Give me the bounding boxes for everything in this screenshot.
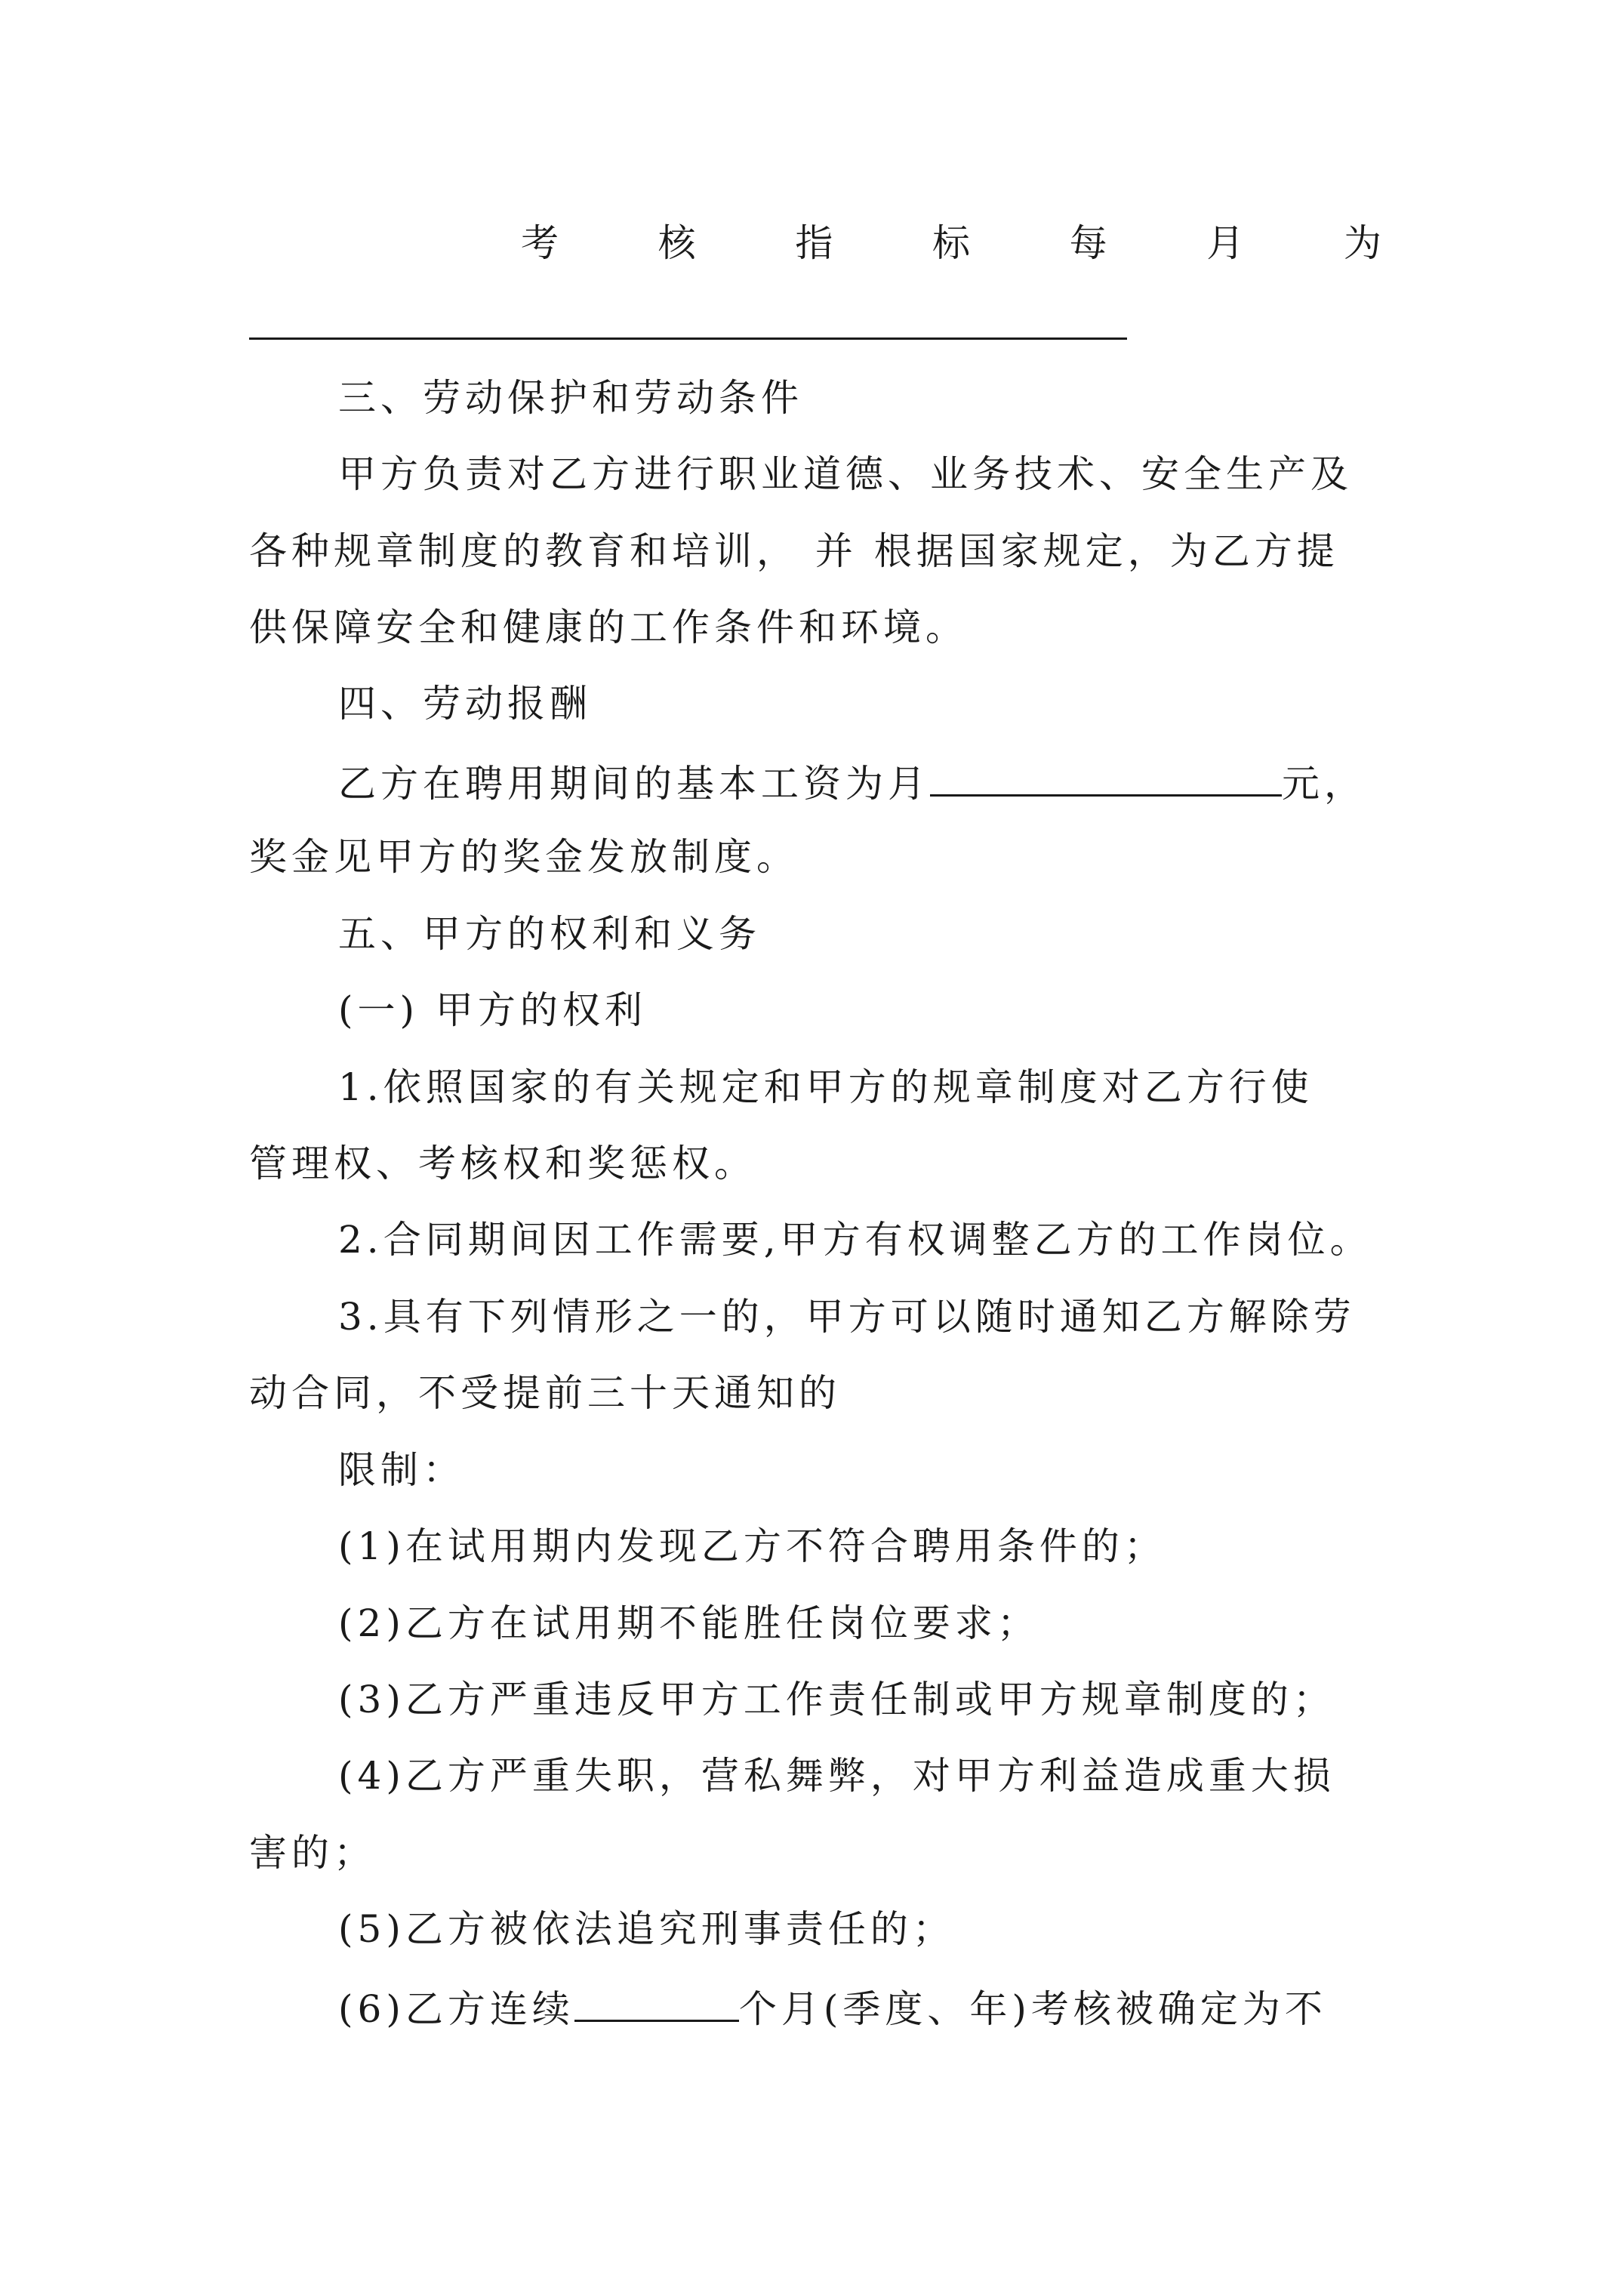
list-item-continued: 管理权、考核权和奖惩权。 [249, 1142, 756, 1185]
spread-char: 月 [1206, 221, 1245, 265]
list-item: 2.合同期间因工作需要,甲方有权调整乙方的工作岗位。 [338, 1218, 1372, 1262]
paragraph-line: 甲方负责对乙方进行职业道德、业务技术、安全生产及 [338, 452, 1353, 496]
months-blank [574, 1983, 739, 2022]
salary-unit: 元， [1282, 762, 1366, 806]
spread-char: 核 [658, 221, 696, 265]
paragraph-line: 供保障安全和健康的工作条件和环境。 [249, 606, 968, 649]
spread-char: 考 [521, 221, 559, 265]
salary-text: 乙方在聘用期间的基本工资为月 [338, 762, 930, 806]
list-item: 1.依照国家的有关规定和甲方的规章制度对乙方行使 [338, 1065, 1313, 1109]
sub-list-item-continued: 害的； [249, 1831, 376, 1875]
sub-list-item [338, 1983, 1327, 2032]
subsection-heading-party-a-rights: (一) 甲方的权利 [338, 988, 647, 1032]
spread-char: 指 [795, 221, 833, 265]
assessment-text: 个月(季度、年)考核被确定为不 [738, 1987, 1327, 2031]
section-heading-remuneration: 四、劳动报酬 [338, 682, 592, 726]
sub-list-item: (1)在试用期内发现乙方不符合聘用条件的； [338, 1524, 1166, 1568]
spread-char: 每 [1069, 221, 1107, 265]
sub-list-item: (2)乙方在试用期不能胜任岗位要求； [338, 1601, 1039, 1645]
consecutive-text: (6)乙方连续 [338, 1987, 574, 2031]
spread-char: 为 [1343, 221, 1381, 265]
sub-list-item: (5)乙方被依法追究刑事责任的； [338, 1907, 955, 1951]
fill-in-blank-line [249, 337, 1127, 340]
list-item: 3.具有下列情形之一的，甲方可以随时通知乙方解除劳 [338, 1295, 1356, 1339]
assessment-indicator-heading [521, 220, 1381, 266]
paragraph-line: 各种规章制度的教育和培训， 并 根据国家规定，为乙方提 [249, 529, 1339, 573]
list-item-continued: 限制： [338, 1448, 465, 1492]
salary-line [338, 758, 1366, 806]
sub-list-item: (3)乙方严重违反甲方工作责任制或甲方规章制度的； [338, 1678, 1335, 1721]
section-heading-labor-protection: 三、劳动保护和劳动条件 [338, 376, 803, 420]
paragraph-line: 奖金见甲方的奖金发放制度。 [249, 835, 799, 879]
sub-list-item: (4)乙方严重失职，营私舞弊，对甲方利益造成重大损 [338, 1754, 1335, 1798]
section-heading-party-a-rights-duties: 五、甲方的权利和义务 [338, 912, 761, 956]
salary-blank [930, 758, 1282, 797]
spread-char: 标 [932, 221, 970, 265]
list-item-continued: 动合同，不受提前三十天通知的 [249, 1371, 841, 1415]
